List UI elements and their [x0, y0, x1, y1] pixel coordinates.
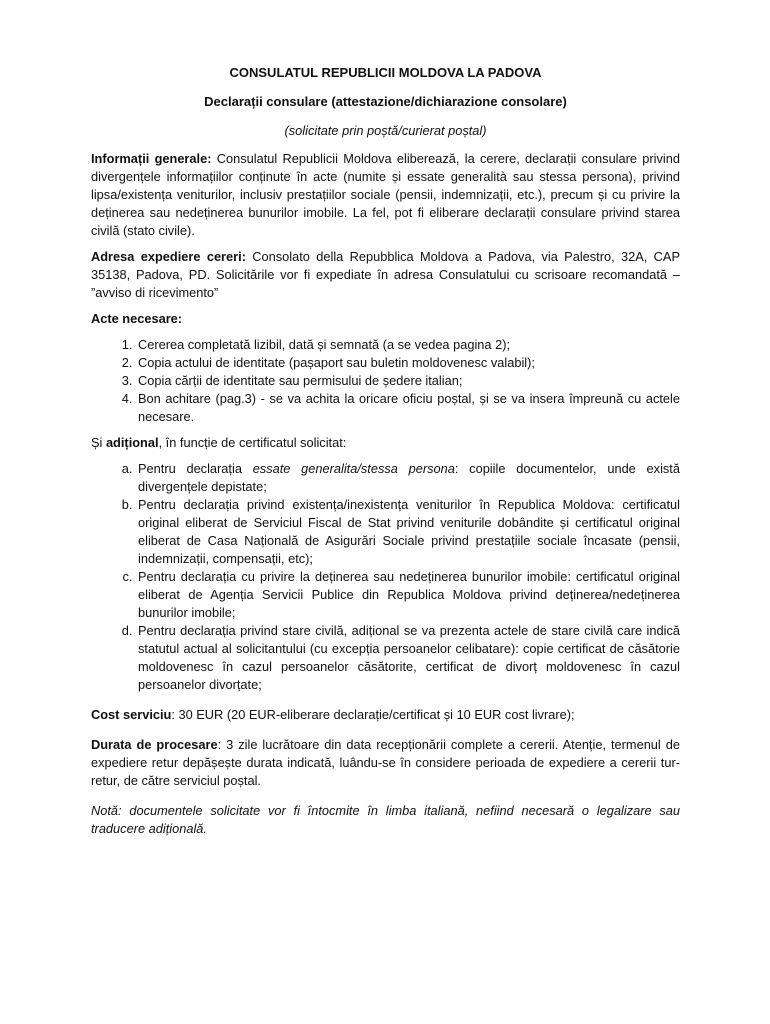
required-docs-heading: Acte necesare:	[91, 311, 183, 326]
document-subtitle-note: (solicitate prin poștă/curierat poștal)	[284, 123, 487, 138]
additional-prefix: Și	[91, 435, 106, 450]
additional-bold: adițional	[105, 435, 159, 450]
duration-label: Durata de procesare	[91, 737, 218, 752]
list-item-text: Pentru declarația privind stare civilă, adițional se va prezenta actele de stare civilă care indică statutul actual al solicitantului (cu excepția persoanelor celibatare): copie certificat de căsătorie moldovenesc în cazul persoanelor căsătorite, certificat de divorț moldovenesc în cazul persoanelor divorțate;	[138, 623, 680, 692]
cost-label: Cost serviciu	[91, 707, 172, 722]
general-info-text: Consulatul Republicii Moldova eliberează, la cerere, declarații consulare privind divergențele informațiilor conținute în acte (numite și essate generalità sau stessa persona), privind lipsa/existența veniturilor, inclusiv prestațiilor sociale (pensii, indemnizații, etc.), precum și cu privire la deținerea sau nedeținerea bunurilor imobile. La fel, pot fi eliberare declarații consulare privind starea civilă (stato civile).	[91, 151, 680, 238]
general-info-label: Informații generale:	[91, 151, 212, 166]
list-item: 4. Bon achitare (pag.3) - se va achita la oricare oficiu poștal, și se va insera împreună cu actele necesare.	[136, 390, 680, 426]
list-item	[136, 496, 680, 568]
additional-docs-list	[91, 460, 680, 694]
required-docs-list	[91, 336, 680, 426]
cost-paragraph	[91, 706, 680, 724]
list-item: 2. Copia actului de identitate (pașaport sau buletin moldovenesc valabil);	[136, 354, 680, 372]
list-item-text: Pentru declarația	[138, 461, 253, 476]
list-item	[136, 460, 680, 496]
final-note: Notă: documentele solicitate vor fi întocmite în limba italiană, nefiind necesară o legalizare sau traducere adițională.	[91, 803, 680, 836]
additional-intro	[91, 434, 680, 452]
list-item: 1. Cererea completată lizibil, dată și semnată (a se vedea pagina 2);	[136, 336, 680, 354]
general-info-paragraph	[91, 150, 680, 240]
duration-text: : 3 zile lucrătoare din data recepționării complete a cererii. Atenție, termenul de expediere retur depășește durata indicată, luându-se în considere perioada de expediere a cererii tur-retur, de către serviciul poștal.	[91, 737, 680, 788]
document-subtitle: Declarații consulare (attestazione/dichiarazione consolare)	[204, 94, 567, 109]
list-item-text: Pentru declarația privind existența/inexistența veniturilor în Republica Moldova: certificatul original eliberat de Serviciul Fiscal de Stat privind veniturile dobândite și certificatul original eliberat de Casa Națională de Asigurări Sociale privind prestațiile sociale încasate (pensii, indemnizații, compensații, etc);	[138, 497, 680, 566]
document-title: CONSULATUL REPUBLICII MOLDOVA LA PADOVA	[229, 65, 542, 80]
list-item	[136, 622, 680, 694]
duration-paragraph	[91, 736, 680, 790]
list-item-text-end: : copiile documentelor, unde există divergențele depistate;	[138, 461, 680, 494]
address-paragraph	[91, 248, 680, 302]
cost-text: : 30 EUR (20 EUR-eliberare declarație/certificat și 10 EUR cost livrare);	[171, 707, 575, 722]
list-item	[136, 568, 680, 622]
address-label: Adresa expediere cereri:	[91, 249, 246, 264]
list-item-text: Pentru declarația cu privire la deținerea sau nedeținerea bunurilor imobile: certificatul original eliberat de Agenția Servicii Publice din Republica Moldova privind deținerea/nedeținerea bunurilor imobile;	[138, 569, 680, 620]
list-item-italic: essate generalita/stessa persona	[252, 461, 455, 476]
additional-suffix: , în funcție de certificatul solicitat:	[158, 435, 347, 450]
list-item: 3. Copia cărții de identitate sau permisului de ședere italian;	[136, 372, 680, 390]
address-text: Consolato della Repubblica Moldova a Padova, via Palestro, 32A, CAP 35138, Padova, PD. Solicitările vor fi expediate în adresa Consulatului cu scrisoare recomandată – ”avviso di ricevimento”	[91, 249, 680, 300]
